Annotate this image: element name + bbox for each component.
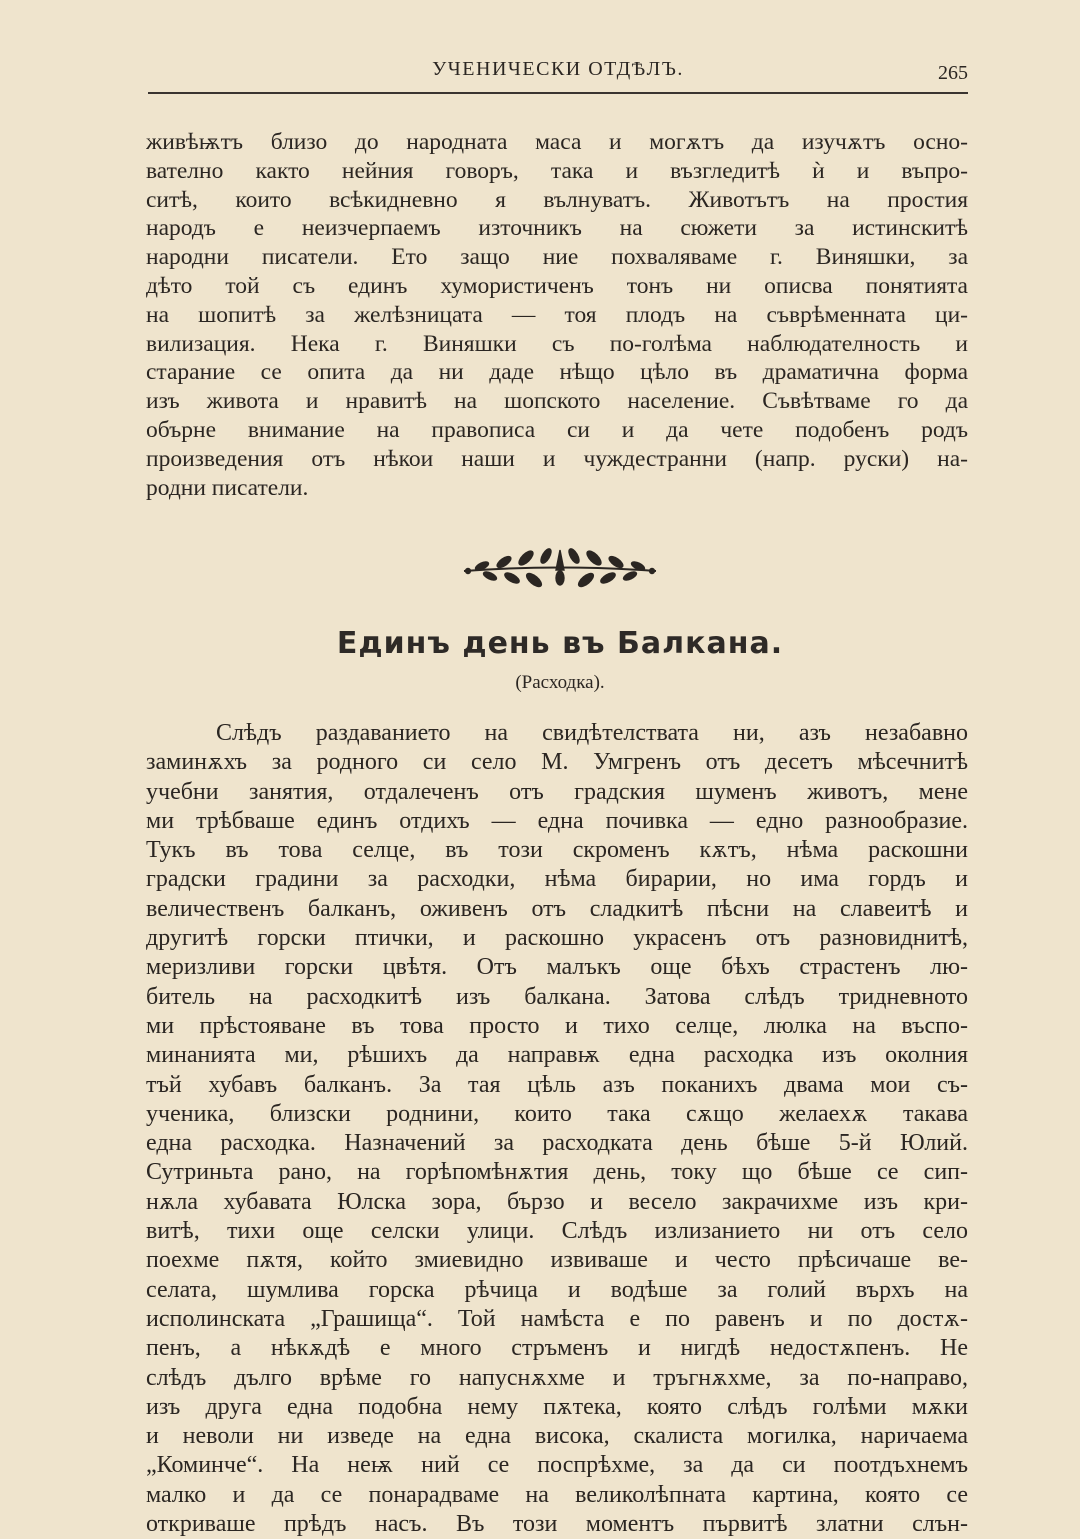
text-line: ученика, близски роднини, които така сѫщо желаехѫ такава [146,1100,968,1127]
text-line: живѣѭтъ близо до народната маса и могѫтъ да изучѫтъ осно- [146,129,968,155]
text-line: „Коминче“. На неѭ ний се поспрѣхме, за да си поотдъхнемъ [146,1452,968,1479]
text-line: вателно както нейния говоръ, така и възгледитѣ ѝ и въпро- [146,157,968,184]
text-line: ми трѣбваше единъ отдихъ — една почивка — едно разнообразие. [146,807,968,834]
text-line: ситѣ, които всѣкидневно я вълнуватъ. Животътъ на простия [146,186,968,213]
text-line: обърне внимание на правописа си и да чете подобенъ родъ [146,416,968,443]
article-body [146,719,968,1539]
text-line: една расходка. Назначений за расходката день бѣше 5-й Юлий. [146,1130,968,1157]
text-line: поехме пѫтя, който змиевидно извиваше и често прѣсичаше ве- [146,1247,968,1274]
text-line: меризливи горски цвѣтя. Отъ малъкъ още бѣхъ страстенъ лю- [146,954,968,981]
running-header [148,56,968,94]
text-line: старание се опита да ни даде нѣщо цѣло въ драматична форма [146,359,968,386]
text-line: на шопитѣ за желѣзницата — тоя плодъ на съврѣменната ци- [146,301,968,328]
text-line: битель на расходкитѣ изъ балкана. Затова слѣдъ тридневното [146,983,968,1010]
text-line: изъ живота и нравитѣ на шопското население. Съвѣтваме го да [146,388,968,415]
text-line: вилизация. Нека г. Виняшки съ по-голѣма наблюдателность и [146,330,968,357]
text-line: откриваше прѣдъ насъ. Въ този моментъ първитѣ златни слън- [146,1511,968,1538]
text-line: заминѫхъ за родного си село М. Умгренъ отъ десетъ мѣсечнитѣ [146,749,968,776]
text-line: селата, шумлива горска рѣчица и водѣше за голий върхъ на [146,1276,968,1303]
text-line: Слѣдъ раздаванието на свидѣтелствата ни, азъ незабавно [216,720,968,746]
intro-paragraph [146,128,968,502]
text-line: народъ е неизчерпаемъ източникъ на сюжети за истинскитѣ [146,215,968,242]
text-line: учебни занятия, отдалеченъ отъ градския шуменъ животъ, мене [146,778,968,805]
article-subtitle: (Расходка). [515,672,605,693]
text-line: витѣ, тихи още селски улици. Слѣдъ излизанието ни отъ село [146,1218,968,1245]
text-line: исполинската „Грашища“. Той намѣста е по равенъ и по достѫ- [146,1305,968,1332]
page-number: 265 [938,62,968,84]
text-line: дѣто той съ единъ хумористиченъ тонъ ни описва понятията [146,272,968,299]
text-line: тъй хубавъ балканъ. За тая цѣль азъ поканихъ двама мои съ- [146,1071,968,1098]
text-line: ми прѣстояване въ това просто и тихо селце, люлка на въспо- [146,1012,968,1039]
laurel-ornament-icon [460,544,660,594]
text-line: Сутриньта рано, на горѣпомѣнѫтия день, току що бѣше се сип- [146,1159,968,1186]
text-line: градски градини за расходки, нѣма бирарии, но има гордъ и [146,866,968,893]
text-line: народни писатели. Ето защо ние похваляваме г. Виняшки, за [146,244,968,271]
text-line: и неволи ни изведе на една висока, скалиста могилка, наричаема [146,1423,968,1450]
text-line: минанията ми, рѣшихъ да направѭ една расходка изъ околния [146,1042,968,1069]
text-line: изъ друга една подобна нему пѫтека, която слѣдъ голѣми мѫки [146,1393,968,1420]
text-line: произведения отъ нѣкои наши и чуждестранни (напр. руски) на- [146,445,968,472]
text-line: нѫла хубавата Юлска зора, бързо и весело закрачихме изъ кри- [146,1188,968,1215]
article-title: Единъ день въ Балкана. [336,626,784,661]
text-line: другитѣ горски птички, и раскошно украсенъ отъ разновиднитѣ, [146,925,968,952]
text-line: пенъ, а нѣкѫдѣ е много стръменъ и нигдѣ недостѫпенъ. Не [146,1335,968,1362]
text-line: родни писатели. [146,474,309,501]
text-line: слѣдъ дълго врѣме го напуснѫхме и тръгнѫхме, за по-направо, [146,1364,968,1391]
text-line: величественъ балканъ, оживенъ отъ сладкитѣ пѣсни на славеитѣ и [146,895,968,922]
text-line: Тукъ въ това селце, въ този скроменъ кѫтъ, нѣма раскошни [146,837,968,864]
text-line: малко и да се понарадваме на великолѣпната картина, която се [146,1481,968,1508]
section-title: УЧЕНИЧЕСКИ ОТДѢЛЪ. [432,58,684,80]
